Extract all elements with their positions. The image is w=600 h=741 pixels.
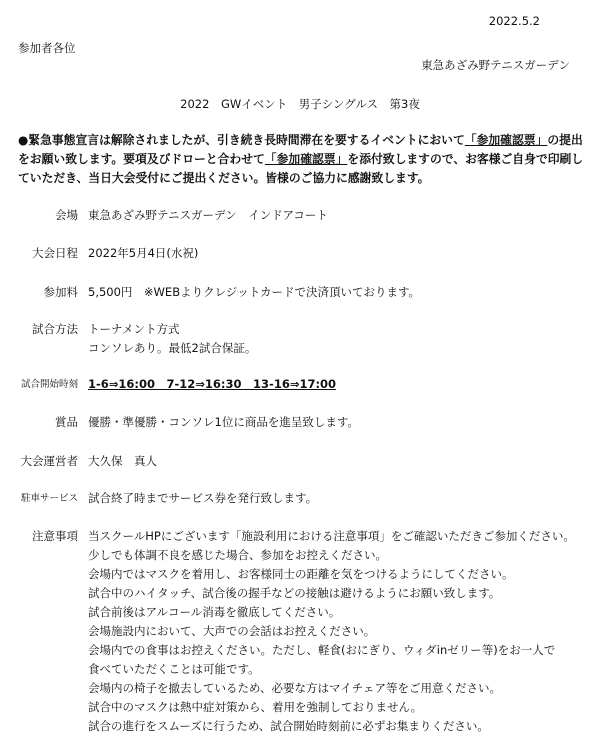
notes-line: 会場施設内において、大声での会話はお控えください。	[88, 624, 376, 638]
addressee: 参加者各位	[18, 41, 76, 55]
prize-value: 優勝・準優勝・コンソレ1位に商品を進呈致します。	[88, 415, 359, 429]
venue-value: 東急あざみ野テニスガーデン インドアコート	[88, 208, 328, 222]
notes-line: 少しでも体調不良を感じた場合、参加をお控えください。	[88, 548, 387, 562]
notice-text-3: を添付致しますので、お客様ご自身で印刷していただき、当日大会受付にご提出ください。皆様のご協力に感謝致します。	[18, 152, 584, 185]
parking-label: 駐車サービス	[20, 493, 78, 504]
notice-text-1: ●緊急事態宣言は解除されましたが、引き続き長時間滞在を要するイベントにおいて	[18, 133, 465, 147]
event-date-label: 大会日程	[32, 246, 78, 260]
notes-line: 試合中のハイタッチ、試合後の握手などの接触は避けるようにお願い致します。	[88, 586, 501, 600]
notes-line: 試合の進行をスムーズに行うため、試合開始時刻前に必ずお集まりください。	[88, 719, 489, 733]
fee-value: 5,500円 ※WEBよりクレジットカードで決済頂いております。	[88, 285, 421, 299]
document-title: 2022 GWイベント 男子シングルス 第3夜	[180, 97, 420, 111]
start-times-label: 試合開始時刻	[20, 379, 78, 390]
notes-line: 食べていただくことは可能です。	[88, 662, 260, 676]
start-times-value: 1-6⇒16:00 7-12⇒16:30 13-16⇒17:00	[88, 377, 337, 391]
notes-line: 当スクールHPにございます「施設利用における注意事項」をご確認いただきご参加ください。	[88, 529, 575, 543]
format-label: 試合方法	[32, 322, 78, 336]
notes-label: 注意事項	[32, 529, 78, 543]
manager-label: 大会運営者	[20, 454, 78, 468]
fee-label: 参加料	[43, 285, 78, 299]
notes-list	[88, 527, 593, 736]
notes-line: 試合前後はアルコール消毒を徹底してください。	[88, 605, 341, 619]
confirmation-form-mention-2: 「参加確認票」	[264, 152, 348, 166]
prize-label: 賞品	[55, 415, 78, 429]
notice-paragraph	[18, 131, 584, 188]
notes-line: 会場内での食事はお控えください。ただし、軽食(おにぎり、ウィダinゼリー等)をお一人で	[88, 643, 556, 657]
document-date: 2022.5.2	[488, 14, 540, 28]
notes-line: 試合中のマスクは熱中症対策から、着用を強制しておりません。	[88, 700, 423, 714]
confirmation-form-mention-1: 「参加確認票」	[464, 133, 548, 147]
format-line-1: トーナメント方式	[88, 322, 180, 336]
parking-value: 試合終了時までサービス券を発行致します。	[88, 491, 318, 505]
notes-line: 会場内ではマスクを着用し、お客様同士の距離を気をつけるようにしてください。	[88, 567, 514, 581]
venue-label: 会場	[55, 208, 78, 222]
event-date-value: 2022年5月4日(水祝)	[88, 246, 199, 260]
manager-value: 大久保 真人	[88, 454, 157, 468]
sender: 東急あざみ野テニスガーデン	[421, 58, 570, 72]
notice-text-2: の提出をお願い致します。要項及びドローと合わせて	[18, 133, 583, 166]
notes-line: 会場内の椅子を撤去しているため、必要な方はマイチェア等をご用意ください。	[88, 681, 501, 695]
format-line-2: コンソレあり。最低2試合保証。	[88, 341, 257, 355]
format-value	[88, 320, 593, 358]
